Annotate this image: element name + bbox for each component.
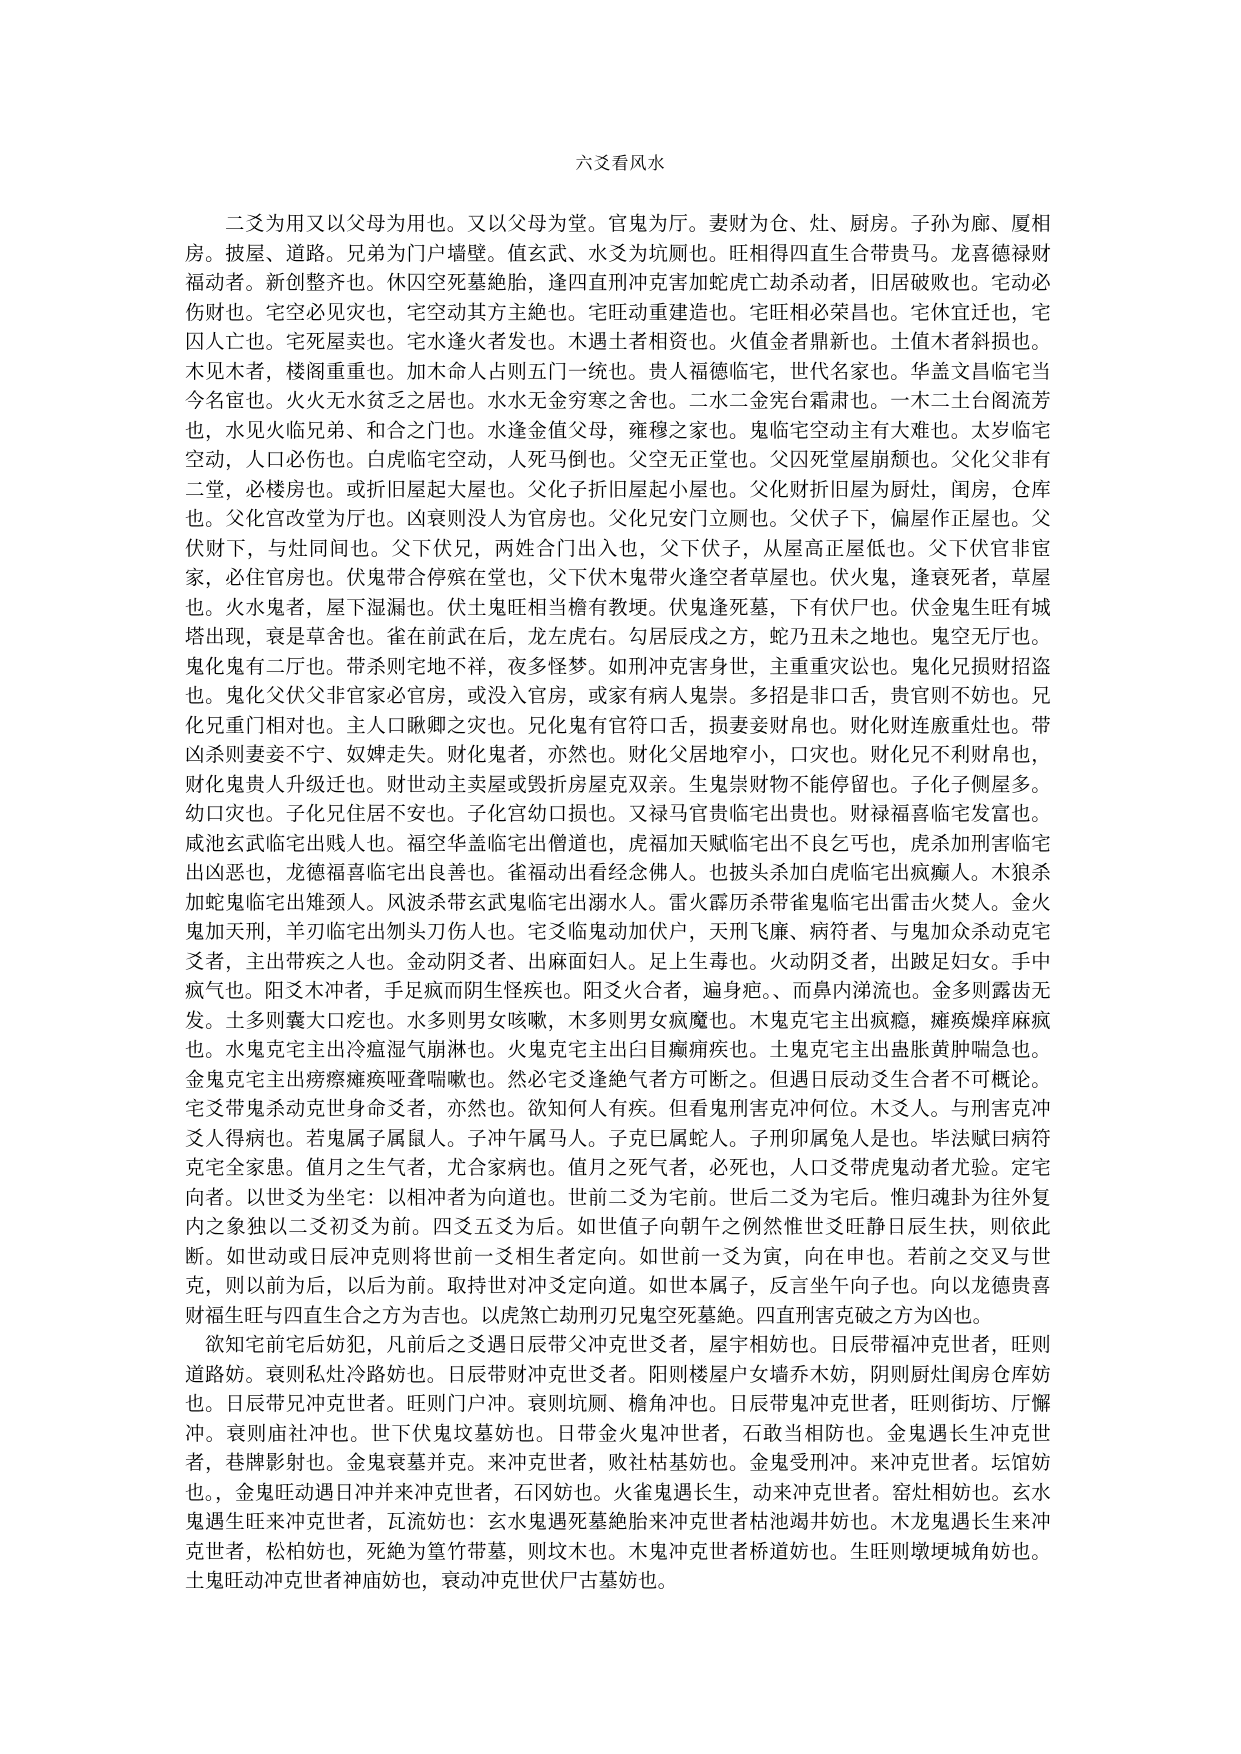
paragraph-2: 欲知宅前宅后妨犯，凡前后之爻遇日辰带父冲克世爻者，屋宇相妨也。日辰带福冲克世者，旺则道路妨。衰则私灶冷路妨也。日辰带财冲克世爻者。阳则楼屋户女墙乔木妨，阴则厨灶闺房仓库妨也。日辰带兄冲克世者。旺则门户冲。衰则坑厕、檐角冲也。日辰带鬼冲克世者，旺则街坊、厅懈冲。衰则庙社冲也。世下伏鬼坟墓妨也。日带金火鬼冲世者，石敢当相防也。金鬼遇长生冲克世者，巷牌影射也。金鬼衰墓并克。来冲克世者，败社枯基妨也。金鬼受刑冲。来冲克世者。坛馆妨也。，金鬼旺动遇日冲并来冲克世者，石冈妨也。火雀鬼遇长生，动来冲克世者。窑灶相妨也。玄水鬼遇生旺来冲克世者，瓦流妨也：玄水鬼遇死墓絶胎来冲克世者枯池竭井妨也。木龙鬼遇长生来冲克世者，松柏妨也，死絶为篁竹带墓，则坟木也。木鬼冲克世者桥道妨也。生旺则墩埂城角妨也。土鬼旺动冲克世者神庙妨也，衰动冲克世伏尸古墓妨也。 (185, 1333, 1051, 1592)
page-title: 六爻看风水 (575, 154, 666, 174)
document-body (185, 209, 1051, 1596)
paragraph-1: 二爻为用又以父母为用也。又以父母为堂。官鬼为厅。妻财为仓、灶、厨房。子孙为廊、厦相房。披屋、道路。兄弟为门户墙壁。值玄武、水爻为坑厕也。旺相得四直生合带贵马。龙喜德禄财福动者。新创整齐也。休囚空死墓絶胎，逢四直刑冲克害加蛇虎亡劫杀动者，旧居破败也。宅动必伤财也。宅空必见灾也，宅空动其方主絶也。宅旺动重建造也。宅旺相必荣昌也。宅休宜迁也，宅囚人亡也。宅死屋卖也。宅水逢火者发也。木遇土者相资也。火值金者鼎新也。土值木者斜损也。木见木者，楼阁重重也。加木命人占则五门一统也。贵人福德临宅，世代名家也。华盖文昌临宅当今名宦也。火火无水贫乏之居也。水水无金穷寒之舍也。二水二金宪台霜肃也。一木二土台阁流芳也，水见火临兄弟、和合之门也。水逢金值父母，雍穆之家也。鬼临宅空动主有大难也。太岁临宅空动，人口必伤也。白虎临宅空动，人死马倒也。父空无正堂也。父囚死堂屋崩颓也。父化父非有二堂，必楼房也。或折旧屋起大屋也。父化子折旧屋起小屋也。父化财折旧屋为厨灶，闺房，仓库也。父化宫改堂为厅也。凶衰则没人为官房也。父化兄安门立厕也。父伏子下，偏屋作正屋也。父伏财下，与灶同间也。父下伏兄，两姓合门出入也，父下伏子，从屋高正屋低也。父下伏官非宦家，必住官房也。伏鬼带合停殡在堂也，父下伏木鬼带火逢空者草屋也。伏火鬼，逢衰死者，草屋也。火水鬼者，屋下湿漏也。伏土鬼旺相当檐有教埂。伏鬼逢死墓，下有伏尸也。伏金鬼生旺有城塔出现，衰是草舍也。雀在前武在后，龙左虎右。勾居辰戌之方，蛇乃丑未之地也。鬼空无厅也。鬼化鬼有二厅也。带杀则宅地不祥，夜多怪梦。如刑冲克害身世，主重重灾讼也。鬼化兄损财招盗也。鬼化父伏父非官家必官房，或没入官房，或家有病人鬼崇。多招是非口舌，贵官则不妨也。兄化兄重门相对也。主人口瞅卿之灾也。兄化鬼有官符口舌，损妻妾财帛也。财化财连廒重灶也。带凶杀则妻妾不宁、奴婢走失。财化鬼者，亦然也。财化父居地窄小，口灾也。财化兄不利财帛也，财化鬼贵人升级迁也。财世动主卖屋或毁折房屋克双亲。生鬼崇财物不能停留也。子化子侧屋多。幼口灾也。子化兄住居不安也。子化宫幼口损也。又禄马官贵临宅出贵也。财禄福喜临宅发富也。咸池玄武临宅出贱人也。福空华盖临宅出僧道也，虎福加天赋临宅出不良乞丐也，虎杀加刑害临宅出凶恶也，龙德福喜临宅出良善也。雀福动出看经念佛人。也披头杀加白虎临宅出疯癫人。木狼杀加蛇鬼临宅出雉颈人。风波杀带玄武鬼临宅出溺水人。雷火霹历杀带雀鬼临宅出雷击火焚人。金火鬼加天刑，羊刃临宅出刎头刀伤人也。宅爻临鬼动加伏户，天刑飞廉、病符者、与鬼加众杀动克宅爻者，主出带疾之人也。金动阴爻者、出麻面妇人。足上生毒也。火动阴爻者，出跛足妇女。手中疯气也。阳爻木冲者，手足疯而阴生怪疾也。阳爻火合者，遍身疤。、而鼻内涕流也。金多则露齿无发。土多则囊大口疙也。水多则男女咳嗽，木多则男女疯魔也。木鬼克宅主出疯瘾，瘫痪燥痒麻疯也。水鬼克宅主出冷瘟湿气崩淋也。火鬼克宅主出臼目癫痈疾也。土鬼克宅主出蛊胀黄肿喘急也。金鬼克宅主出痨瘵瘫痪哑聋喘嗽也。然必宅爻逢絶气者方可断之。但遇日辰动爻生合者不可概论。宅爻带鬼杀动克世身命爻者，亦然也。欲知何人有疾。但看鬼刑害克冲何位。木爻人。与刑害克冲爻人得病也。若鬼属子属鼠人。子冲午属马人。子克巳属蛇人。子刑卯属兔人是也。毕法赋曰病符克宅全家患。值月之生气者，尤合家病也。值月之死气者，必死也，人口爻带虎鬼动者尤验。定宅向者。以世爻为坐宅：以相冲者为向道也。世前二爻为宅前。世后二爻为宅后。惟归魂卦为往外复内之象独以二爻初爻为前。四爻五爻为后。如世值子向朝午之例然惟世爻旺静日辰生扶，则依此断。如世动或日辰冲克则将世前一爻相生者定向。如世前一爻为寅，向在申也。若前之交叉与世克，则以前为后，以后为前。取持世对冲爻定向道。如世本属子，反言坐午向子也。向以龙德贵喜财福生旺与四直生合之方为吉也。以虎煞亡劫刑刃兄鬼空死墓絶。四直刑害克破之方为凶也。 (185, 212, 1051, 1327)
